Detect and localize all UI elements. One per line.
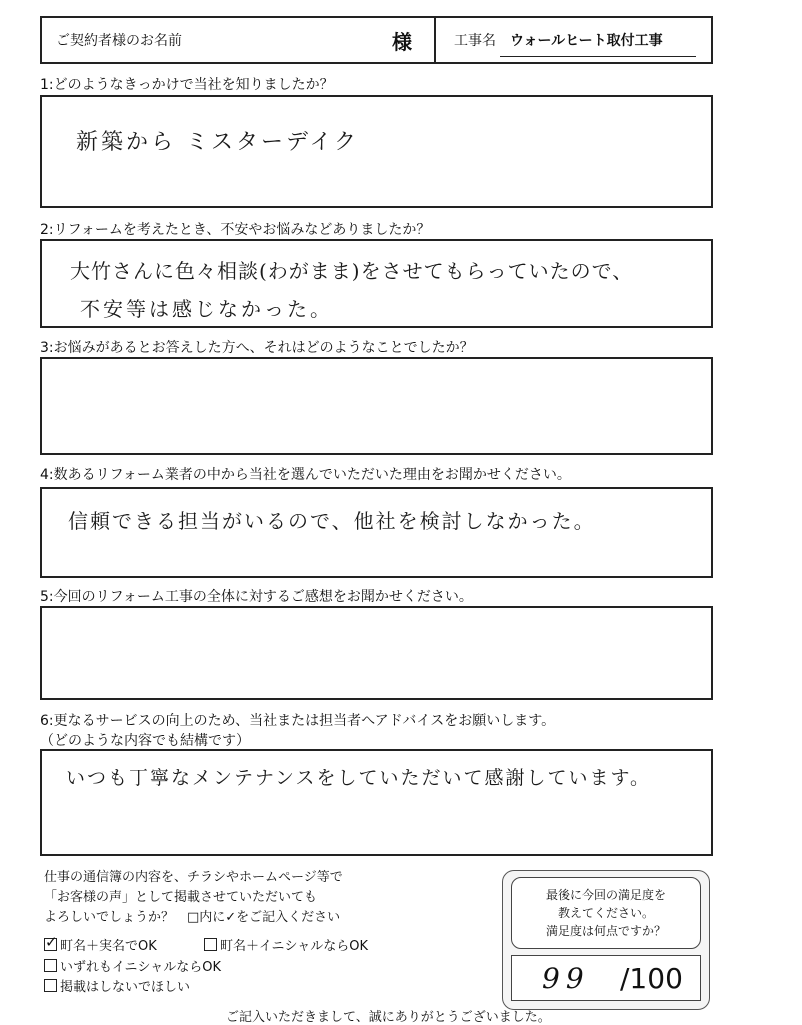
header-row — [40, 16, 713, 64]
question-4-label: 4:数あるリフォーム業者の中から当社を選んでいただいた理由をお聞かせください。 — [40, 467, 571, 483]
answer-box-3[interactable] — [40, 357, 713, 455]
answer-box-2[interactable] — [40, 239, 713, 328]
checkbox-icon[interactable] — [204, 938, 217, 951]
consent-line-2: 「お客様の声」として掲載させていただいても — [44, 890, 318, 905]
question-6-label: 6:更なるサービスの向上のため、当社または担当者へアドバイスをお願いします。 — [40, 713, 556, 729]
name-label: ご契約者様のお名前 — [56, 33, 182, 49]
work-underline — [500, 56, 696, 57]
satisfaction-prompt-box — [511, 877, 701, 949]
answer-box-6[interactable] — [40, 749, 713, 856]
honorific-text: 様 — [392, 29, 412, 54]
honorific-label — [370, 18, 436, 62]
answer-box-4[interactable] — [40, 487, 713, 578]
question-1-label: 1:どのようなきっかけで当社を知りましたか？ — [40, 77, 334, 93]
question-3-label: 3:お悩みがあるとお答えした方へ、それはどのようなことでしたか？ — [40, 340, 474, 356]
consent-option-4[interactable] — [44, 976, 190, 995]
satisfaction-prompt-line-3: 満足度は何点ですか？ — [545, 924, 666, 938]
consent-line-1: 仕事の通信簿の内容を、チラシやホームページ等で — [44, 870, 343, 885]
satisfaction-score: 99 — [542, 962, 590, 995]
work-value: ウォールヒート取付工事 — [510, 33, 663, 49]
checkbox-checked-icon[interactable] — [44, 938, 57, 951]
checkbox-icon[interactable] — [44, 979, 57, 992]
checkbox-icon[interactable] — [44, 959, 57, 972]
work-label: 工事名 — [454, 33, 496, 49]
answer-4-line-1: 信頼できる担当がいるので、他社を検討しなかった。 — [68, 509, 596, 533]
consent-option-1[interactable] — [44, 935, 157, 954]
satisfaction-prompt-line-1: 最後に今回の満足度を — [545, 888, 666, 902]
consent-option-2-label: 町名＋イニシャルならOK — [220, 939, 368, 954]
answer-box-1[interactable] — [40, 95, 713, 208]
question-2-label: 2:リフォームを考えたとき、不安やお悩みなどありましたか？ — [40, 222, 431, 238]
answer-2-line-1: 大竹さんに色々相談(わがまま)をさせてもらっていたので、 — [70, 259, 634, 283]
consent-option-3[interactable] — [44, 956, 221, 975]
consent-option-3-label: いずれもイニシャルならOK — [60, 960, 221, 975]
question-6-sublabel: （どのような内容でも結構です） — [40, 733, 250, 749]
satisfaction-prompt-line-2: 教えてください。 — [557, 906, 654, 920]
consent-option-2[interactable] — [204, 935, 368, 954]
consent-option-4-label: 掲載はしないでほしい — [60, 980, 191, 995]
answer-1-line-1: 新築から ミスターデイク — [76, 130, 360, 155]
footer-thanks: ご記入いただきまして、誠にありがとうございました。 — [226, 1010, 551, 1025]
consent-line-3: よろしいでしょうか？ □内に✓をご記入ください — [44, 910, 341, 925]
answer-6-line-1: いつも丁寧なメンテナンスをしていただいて感謝しています。 — [66, 767, 651, 789]
consent-option-1-label: 町名＋実名でOK — [60, 939, 157, 954]
answer-box-5[interactable] — [40, 606, 713, 700]
satisfaction-panel — [502, 870, 710, 1010]
question-5-label: 5:今回のリフォーム工事の全体に対するご感想をお聞かせください。 — [40, 589, 473, 605]
satisfaction-score-box[interactable] — [511, 955, 701, 1001]
answer-2-line-2: 不安等は感じなかった。 — [80, 297, 333, 321]
satisfaction-max: /100 — [620, 962, 683, 995]
